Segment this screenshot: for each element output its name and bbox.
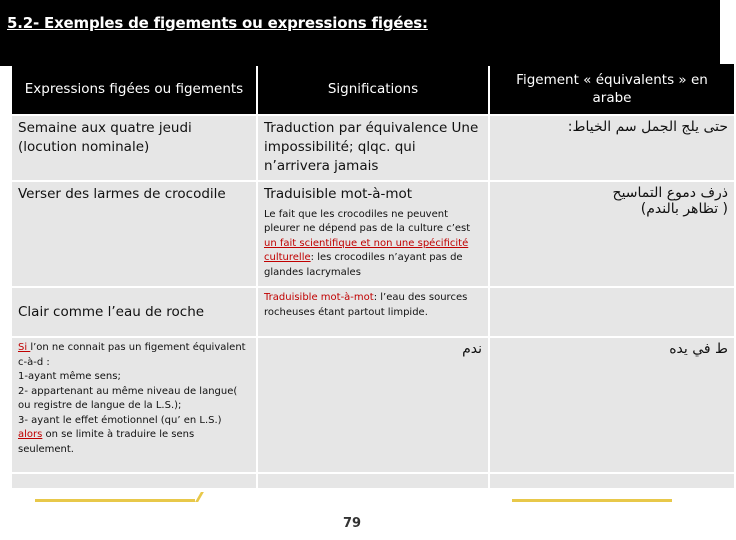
empty-cell (490, 474, 734, 488)
note-alors: alors (18, 429, 43, 440)
meaning-note (264, 208, 482, 281)
note-cell (12, 338, 256, 472)
arabic-cell (490, 182, 734, 286)
header-significations: Significations (258, 64, 488, 114)
table-row (12, 338, 734, 472)
expression-cell (12, 288, 256, 336)
note-line: l’on ne connait pas un figement équivalent c-à-d : (18, 342, 246, 368)
note-line: 2- appartenant au même niveau de langue( ou registre de langue de la L.S.); (18, 385, 238, 411)
meaning-text: Traduction par équivalence Une impossibilité; qlqc. qui n’arrivera jamais (264, 120, 479, 174)
expression-cell (12, 116, 256, 180)
arabic-cell (490, 338, 734, 472)
arabic-text: ط في يده (669, 341, 728, 357)
meaning-cell (258, 288, 488, 336)
expressions-table (10, 62, 736, 490)
arabic-cell (490, 288, 734, 336)
note-si: Si (18, 342, 31, 353)
page-number: 79 (343, 516, 362, 531)
decorative-line-right (512, 493, 672, 502)
table-row (12, 182, 734, 286)
meaning-cell (258, 338, 488, 472)
meaning-cell (258, 116, 488, 180)
note-line: 1-ayant même sens; (18, 371, 121, 382)
rule-note (18, 341, 250, 457)
note-line: 3- ayant le effet émotionnel (qu’ en L.S.) (18, 414, 222, 426)
table-row (12, 116, 734, 180)
slide-title: 5.2- Exemples de figements ou expressions figées: (7, 14, 428, 32)
note-part: : l’eau des sources rocheuses étant partout limpide. (264, 292, 468, 318)
arabic-cell (490, 116, 734, 180)
meaning-note (264, 291, 482, 320)
note-highlight: un fait scientifique et non une spécificité culturelle (264, 237, 469, 264)
header-arabic: Figement « équivalents » en arabe (490, 64, 734, 114)
title-bar (0, 0, 720, 52)
note-line: on se limite à traduire le sens seulement. (18, 429, 195, 455)
decorative-line-left (35, 493, 195, 502)
expression-text: Verser des larmes de crocodile (18, 186, 226, 202)
meaning-text: Traduisible mot-à-mot (264, 186, 413, 202)
arabic-meaning: ندم (462, 341, 482, 357)
table-row (12, 288, 734, 336)
expression-cell (12, 182, 256, 286)
expression-text: Clair comme l’eau de roche (18, 303, 205, 320)
table-row-empty (12, 474, 734, 488)
empty-cell (258, 474, 488, 488)
note-part: Le fait que les crocodiles ne peuvent pleurer ne dépend pas de la culture c’est (264, 208, 471, 235)
table-header-row (12, 64, 734, 114)
empty-cell (12, 474, 256, 488)
note-highlight: Traduisible mot-à-mot (264, 292, 374, 303)
arabic-text: ذرف دموع التماسيح (612, 185, 728, 201)
expression-text: Semaine aux quatre jeudi (locution nominale) (18, 120, 192, 155)
note-part: : les crocodiles n’ayant pas de glandes lacrymales (264, 252, 463, 278)
header-expressions: Expressions figées ou figements (12, 64, 256, 114)
meaning-cell (258, 182, 488, 286)
arabic-text: ( تظاهر بالندم) (640, 201, 728, 217)
arabic-text: حتى يلج الجمل سم الخياط: (567, 119, 728, 135)
